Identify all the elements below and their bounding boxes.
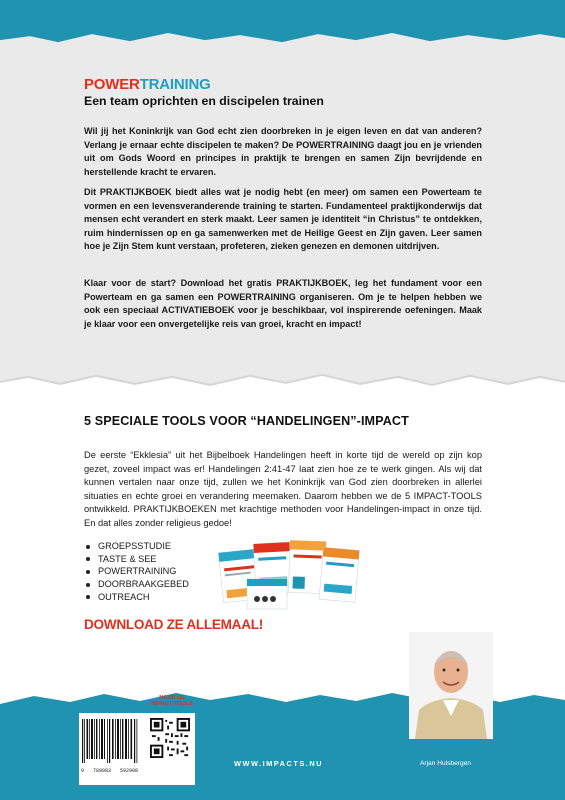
page-subtitle: Een team oprichten en discipelen trainen [84,94,324,108]
page-title [84,76,211,93]
list-item: GROEPSSTUDIE [84,540,189,553]
intro-paragraph-2: Dit PRAKTIJKBOEK biedt alles wat je nodig hebt (en meer) om samen een Powerteam te vormen en een levensveranderende training te starten. Fundamenteel praktijkonderwijs dat mensen echt verandert en sterk maakt. Leer samen je identiteit “in Christus” te ontdekken, ruim hindernissen op en ga samenwerken met de Heilige Geest en Zijn gaven. Leer samen hoe je Zijn Stem kunt verstaan, profeteren, zieken genezen en demonen uitdrijven. [84,187,482,252]
qr-code-icon[interactable] [150,717,190,759]
list-item: TASTE & SEE [84,553,189,566]
qr-label-line-1: NAAR DE [159,695,185,701]
tools-heading: 5 SPECIALE TOOLS VOOR “HANDELINGEN”-IMPACT [84,414,409,428]
intro-paragraph-3: Klaar voor de start? Download het gratis PRAKTIJKBOEK, leg het fundament voor een Powerteam en ga samen een POWERTRAINING organiseren. Om je te helpen hebben we ook een speciaal ACTIVATIEBOEK voor je beschikbaar, vol inspirerende oefeningen. Maak je klaar voor een onvergetelijke reis van groei, kracht en impact! [84,278,482,329]
list-item: POWERTRAINING [84,565,189,578]
author-caption: Arjan Hulsbergen [420,760,471,767]
book-cover [319,547,359,602]
download-all-link[interactable]: DOWNLOAD ZE ALLEMAAL! [84,617,263,632]
barcode-icon [81,717,141,769]
title-power: POWER [84,76,140,93]
qr-label [148,695,196,708]
tools-paragraph: De eerste “Ekklesia” uit het Bijbelboek Handelingen heeft in korte tijd de wereld op zijn kop gezet, zoveel impact was er! Handelingen 2:41-47 laat zien hoe ze te werk gingen. Als wij dat kunnen vertalen naar onze tijd, zullen we het Koninkrijk van God zien doorbreken in allerlei situaties en echte groei en verandering meemaken. Daarom hebben we de 5 IMPACT-TOOLS ontwikkeld. PRAKTIJKBOEKEN met krachtige methoden voor Handelingen-impact in onze tijd. En dat alles zonder religieus gedoe! [84,450,482,528]
website-url[interactable]: WWW.IMPACTS.NU [234,759,324,768]
book-cover [247,579,287,609]
author-photo [409,632,493,739]
qr-label-line-2: IMPACT-TOOLS [151,701,193,708]
title-training: TRAINING [139,76,211,93]
book-covers-image [213,537,363,611]
list-item: DOORBRAAKGEBED [84,578,189,591]
isbn-digits: 9 789083 592908 [81,768,139,774]
list-item: OUTREACH [84,591,189,604]
intro-paragraph-1: Wil jij het Koninkrijk van God echt zien doorbreken in je eigen leven en dat van anderen? Verlang je ernaar echte discipelen te maken? De POWERTRAINING daagt jou en je vrienden uit om Gods Woord en principes in praktijk te brengen en samen Zijn bevrijdende en herstellende kracht te ervaren. [84,126,482,177]
tools-list [84,540,189,604]
